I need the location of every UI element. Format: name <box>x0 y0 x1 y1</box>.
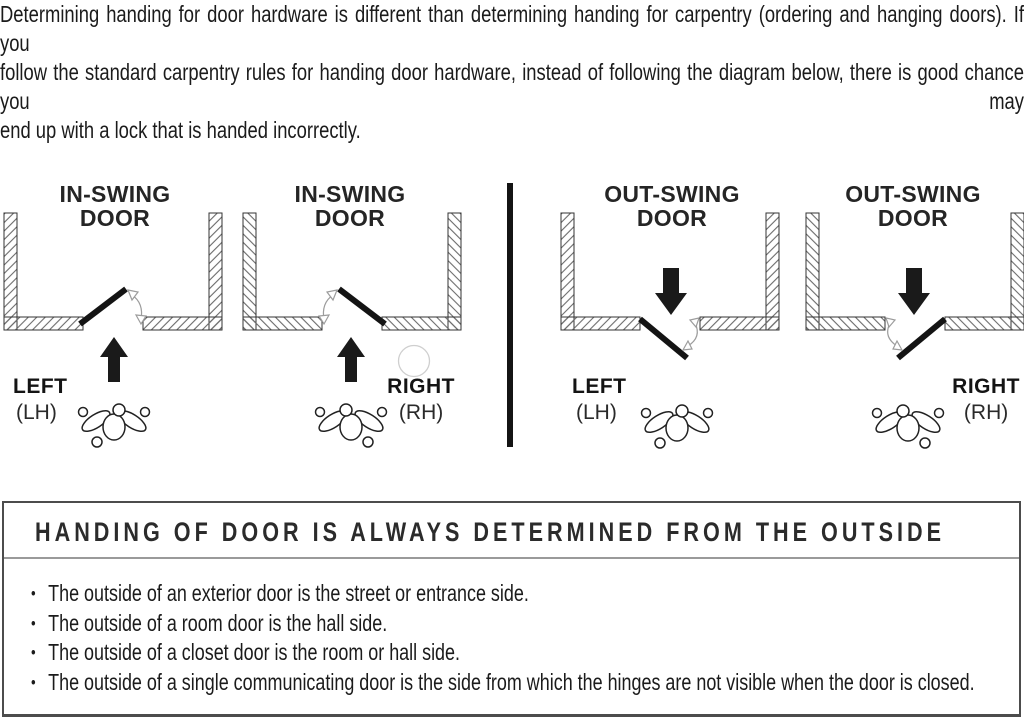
diagram-title: IN-SWING DOOR <box>294 181 406 231</box>
door-swing-arc-icon <box>319 290 337 324</box>
note-bullet-item: • The outside of an exterior door is the street or entrance side. <box>31 579 1022 609</box>
hand-label: RIGHT (RH) <box>952 375 1020 424</box>
diagram-title: OUT-SWING DOOR <box>845 181 981 231</box>
faint-circle <box>399 346 430 377</box>
door-swing-arc-icon <box>128 290 146 324</box>
note-bullet-list <box>31 579 1022 697</box>
bullet-icon: • <box>31 643 36 662</box>
note-bullet-item: • The outside of a room door is the hall side. <box>31 609 1022 639</box>
diagram-out-swing-left <box>557 180 787 455</box>
hand-label: LEFT (LH) <box>13 375 68 424</box>
person-top-view-icon <box>642 405 713 448</box>
section-divider-bar <box>507 183 513 447</box>
diagram-in-swing-right <box>235 180 465 455</box>
bullet-icon: • <box>31 672 36 692</box>
intro-line-3: end up with a lock that is handed incorrectly. <box>0 117 361 143</box>
diagram-in-swing-left <box>0 180 230 455</box>
hand-label: LEFT (LH) <box>572 375 627 424</box>
bullet-icon: • <box>31 613 36 633</box>
approach-arrow-down-icon <box>655 268 687 315</box>
intro-paragraph <box>0 0 1024 145</box>
note-bullet-item: • The outside of a closet door is the room or hall side. <box>31 638 1022 668</box>
note-title-row <box>4 503 1019 559</box>
note-title: HANDING OF DOOR IS ALWAYS DETERMINED FROM THE OUTSIDE <box>35 517 946 547</box>
bullet-icon: • <box>31 584 36 603</box>
approach-arrow-up-icon <box>100 337 128 382</box>
door-leaf <box>339 289 385 324</box>
approach-arrow-down-icon <box>898 268 930 315</box>
person-top-view-icon <box>79 404 150 447</box>
door-swing-arc-icon <box>683 318 699 350</box>
diagram-title: OUT-SWING DOOR <box>604 181 740 231</box>
door-leaf <box>80 289 126 324</box>
door-leaf <box>898 319 945 358</box>
person-top-view-icon <box>873 405 944 448</box>
intro-line-1: Determining handing for door hardware is different than determining handing for carpentry (ordering and hanging doors). If you <box>0 1 1024 56</box>
door-leaf <box>640 319 687 358</box>
note-bullet-item: • The outside of a single communicating door is the side from which the hinges are not visible when the door is closed. <box>31 668 1022 698</box>
approach-arrow-up-icon <box>337 337 365 382</box>
hand-label: RIGHT (RH) <box>387 375 455 424</box>
diagram-out-swing-right <box>798 180 1024 455</box>
door-swing-arc-icon <box>886 318 902 350</box>
person-top-view-icon <box>316 404 387 447</box>
diagram-title: IN-SWING DOOR <box>59 181 171 231</box>
intro-line-2: follow the standard carpentry rules for handing door hardware, instead of following the diagram below, there is good chance you may <box>0 59 1024 114</box>
handing-note-box <box>2 501 1021 717</box>
